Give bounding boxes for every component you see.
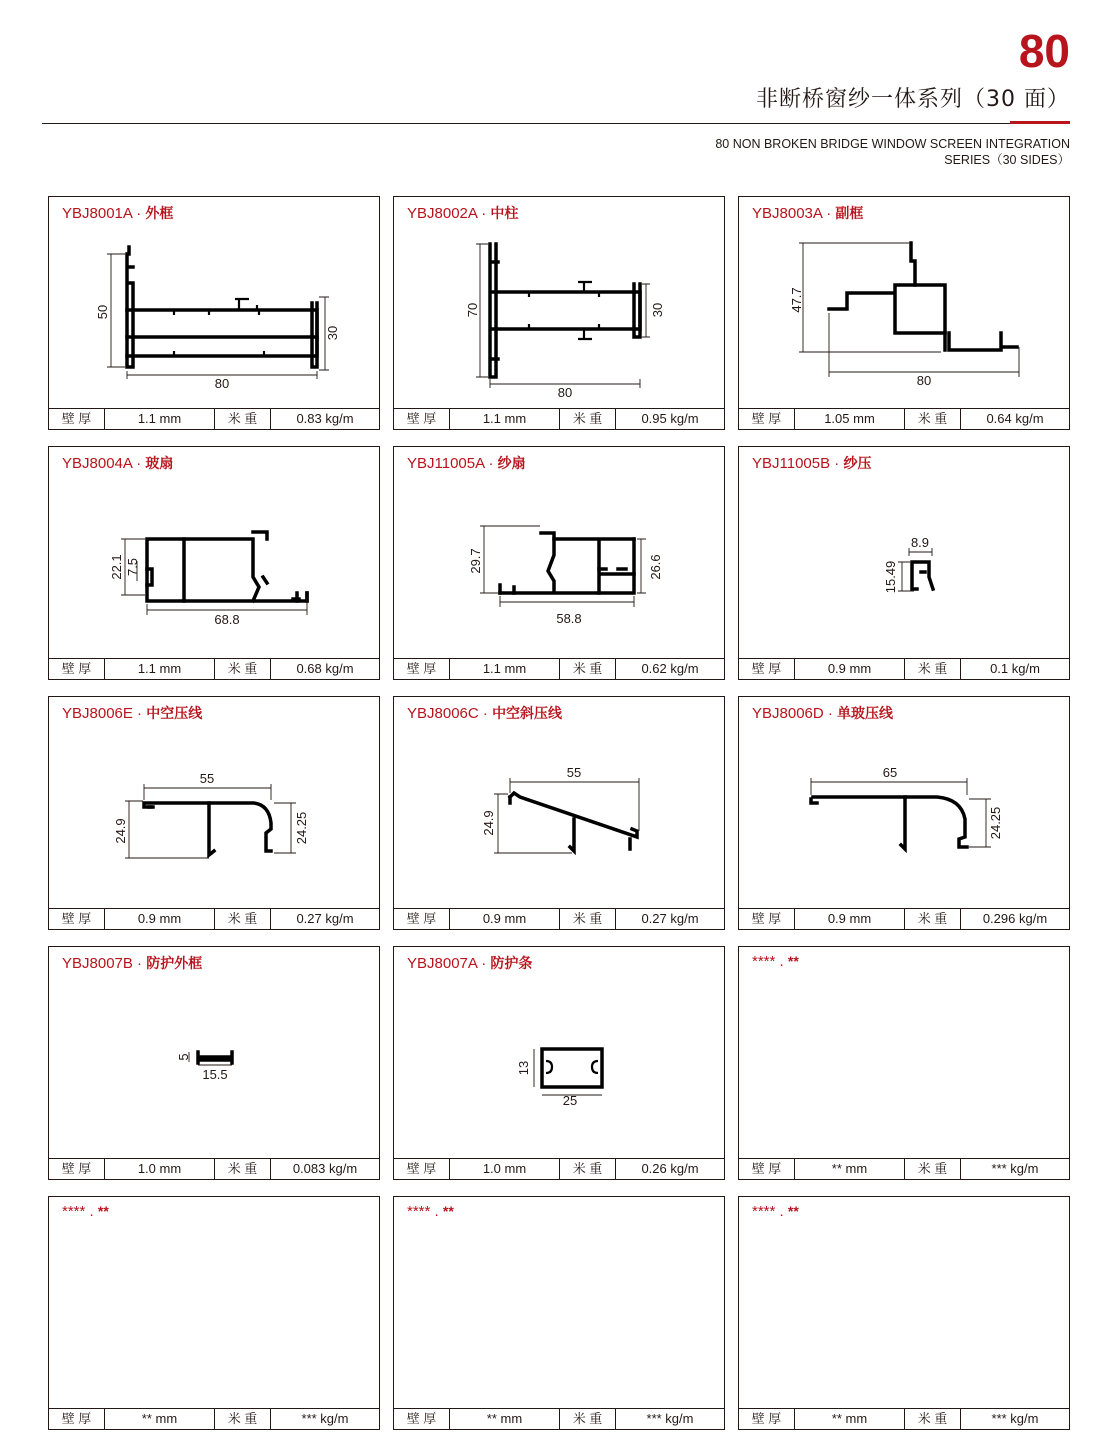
profile-card-placeholder — [48, 1196, 380, 1430]
dim-height2-label: 30 — [650, 302, 665, 318]
weight-label: 米 重 — [560, 1409, 616, 1429]
spec-row — [394, 658, 724, 679]
weight-value: 0.083 kg/m — [292, 1161, 358, 1176]
wall-value: 1.0 mm — [450, 1159, 560, 1179]
wall-label: 壁 厚 — [49, 1409, 105, 1429]
profile-name: ** — [442, 1203, 454, 1219]
wall-value: 1.1 mm — [105, 659, 215, 679]
profile-drawing — [739, 727, 1069, 905]
weight-value: *** kg/m — [991, 1411, 1039, 1426]
profile-shape — [500, 533, 634, 593]
dim-height-label: 24.25 — [988, 806, 1003, 840]
dim-height-label: 5 — [176, 1053, 191, 1061]
wall-label: 壁 厚 — [49, 409, 105, 429]
card-title: YBJ8001A · 外框 — [62, 205, 174, 222]
profile-name: 玻扇 — [145, 455, 174, 471]
profile-name: 纱扇 — [497, 455, 526, 471]
card-title: **** . ** — [62, 1203, 109, 1220]
profile-code: YBJ8006C — [407, 705, 479, 722]
weight-label: 米 重 — [905, 909, 961, 929]
profile-name: ** — [787, 953, 799, 969]
wall-value: ** mm — [795, 1409, 905, 1429]
profile-name: 单玻压线 — [837, 705, 894, 721]
series-title-en-line1: 80 NON BROKEN BRIDGE WINDOW SCREEN INTEGRATION — [715, 137, 1070, 151]
profile-code: **** — [752, 953, 776, 970]
spec-row — [739, 908, 1069, 929]
wall-label: 壁 厚 — [394, 1409, 450, 1429]
wall-label: 壁 厚 — [394, 659, 450, 679]
wall-value: 1.1 mm — [450, 659, 560, 679]
wall-label: 壁 厚 — [394, 909, 450, 929]
dim-height2-label: 24.25 — [294, 811, 309, 845]
profile-code: YBJ8006D — [752, 705, 824, 722]
profile-shape — [542, 1049, 602, 1087]
profile-drawing — [739, 477, 1069, 655]
wall-label: 壁 厚 — [394, 409, 450, 429]
card-title: **** . ** — [752, 953, 799, 970]
dim-width-label: 8.9 — [910, 535, 930, 550]
profile-name: ** — [97, 1203, 109, 1219]
profile-card-ybj8006c — [393, 696, 725, 930]
weight-label: 米 重 — [905, 409, 961, 429]
weight-value: 0.27 kg/m — [296, 911, 354, 926]
card-title: YBJ8007A · 防护条 — [407, 955, 533, 972]
profile-name: 中空斜压线 — [492, 705, 563, 721]
spec-row — [49, 408, 379, 429]
wall-value: ** mm — [105, 1409, 215, 1429]
profile-name: ** — [787, 1203, 799, 1219]
profile-code: YBJ8007B — [62, 955, 133, 972]
card-title: YBJ8002A · 中柱 — [407, 205, 519, 222]
series-number: 80 — [1018, 25, 1070, 77]
profile-shape — [198, 1052, 232, 1063]
profile-shape — [490, 244, 640, 377]
weight-value: 0.68 kg/m — [296, 661, 354, 676]
weight-label: 米 重 — [215, 409, 271, 429]
spec-row — [394, 408, 724, 429]
weight-value: 0.95 kg/m — [641, 411, 699, 426]
spec-row — [739, 1158, 1069, 1179]
series-title-en — [715, 136, 1070, 168]
wall-label: 壁 厚 — [49, 659, 105, 679]
dim-width-label: 55 — [199, 771, 215, 786]
profile-name: 中柱 — [490, 205, 519, 221]
dim-gap-label: 7.5 — [125, 557, 140, 577]
weight-value: *** kg/m — [991, 1161, 1039, 1176]
spec-row — [394, 1408, 724, 1429]
profile-name: 外框 — [145, 205, 174, 221]
spec-row — [739, 1408, 1069, 1429]
dim-width-label: 80 — [916, 373, 932, 388]
profile-card-placeholder — [393, 1196, 725, 1430]
wall-value: ** mm — [450, 1409, 560, 1429]
dim-height-label: 29.7 — [468, 548, 483, 574]
profile-card-ybj8001a — [48, 196, 380, 430]
weight-label: 米 重 — [905, 659, 961, 679]
profile-code: YBJ8007A — [407, 955, 478, 972]
profile-card-ybj11005b — [738, 446, 1070, 680]
spec-row — [394, 1158, 724, 1179]
dim-height-label: 22.1 — [109, 554, 124, 580]
series-title-cn: 非断桥窗纱一体系列（30 面） — [756, 87, 1070, 112]
profile-code: **** — [752, 1203, 776, 1220]
profile-drawing — [394, 477, 724, 655]
dim-height2-label: 26.6 — [648, 554, 663, 580]
profile-drawing — [49, 227, 379, 405]
weight-label: 米 重 — [215, 1409, 271, 1429]
profile-shape — [811, 797, 967, 849]
wall-label: 壁 厚 — [739, 1159, 795, 1179]
spec-row — [739, 408, 1069, 429]
profile-drawing — [394, 977, 724, 1155]
card-title: YBJ11005B · 纱压 — [752, 455, 872, 472]
spec-row — [739, 658, 1069, 679]
profile-card-ybj8007b — [48, 946, 380, 1180]
dim-width-label: 25 — [562, 1093, 578, 1108]
card-title: YBJ11005A · 纱扇 — [407, 455, 526, 472]
weight-label: 米 重 — [215, 909, 271, 929]
dim-width-label: 68.8 — [214, 612, 240, 627]
profile-card-ybj8006d — [738, 696, 1070, 930]
weight-value: 0.1 kg/m — [990, 661, 1040, 676]
dim-height-label: 15.49 — [883, 560, 898, 594]
profile-code: YBJ8002A — [407, 205, 478, 222]
weight-value: 0.27 kg/m — [641, 911, 699, 926]
card-title: YBJ8004A · 玻扇 — [62, 455, 174, 472]
profile-card-ybj8002a — [393, 196, 725, 430]
card-title: YBJ8007B · 防护外框 — [62, 955, 203, 972]
profile-code: **** — [407, 1203, 431, 1220]
profile-code: YBJ8001A — [62, 205, 133, 222]
profile-drawing — [394, 727, 724, 905]
profile-card-ybj8006e — [48, 696, 380, 930]
profile-shape — [144, 803, 271, 855]
weight-label: 米 重 — [905, 1409, 961, 1429]
profile-card-ybj11005a — [393, 446, 725, 680]
profile-code: **** — [62, 1203, 86, 1220]
wall-label: 壁 厚 — [49, 1159, 105, 1179]
profile-code: YBJ11005A — [407, 455, 485, 472]
card-title: **** . ** — [407, 1203, 454, 1220]
dimension-lines — [898, 548, 932, 591]
dim-width-label: 15.5 — [202, 1067, 228, 1082]
wall-label: 壁 厚 — [394, 1159, 450, 1179]
profile-drawing — [49, 977, 379, 1155]
header-divider — [42, 123, 1070, 124]
weight-label: 米 重 — [560, 1159, 616, 1179]
weight-value: 0.26 kg/m — [641, 1161, 699, 1176]
dimension-lines — [107, 254, 329, 379]
dim-width-label: 55 — [566, 765, 582, 780]
dimension-lines — [494, 778, 639, 853]
dim-height-label: 24.9 — [481, 810, 496, 836]
weight-value: *** kg/m — [301, 1411, 349, 1426]
profile-shape — [829, 243, 1017, 350]
weight-label: 米 重 — [560, 409, 616, 429]
spec-row — [394, 908, 724, 929]
profile-card-placeholder — [738, 1196, 1070, 1430]
profile-shape — [127, 247, 317, 367]
wall-value: 1.1 mm — [105, 409, 215, 429]
profile-drawing — [394, 227, 724, 405]
wall-value: 0.9 mm — [105, 909, 215, 929]
profile-code: YBJ8003A — [752, 205, 823, 222]
dim-height2-label: 30 — [325, 325, 340, 341]
wall-value: 0.9 mm — [795, 659, 905, 679]
spec-row — [49, 908, 379, 929]
wall-label: 壁 厚 — [739, 409, 795, 429]
card-title: YBJ8006E · 中空压线 — [62, 705, 203, 722]
weight-value: 0.296 kg/m — [982, 911, 1048, 926]
dim-width-label: 65 — [882, 765, 898, 780]
spec-row — [49, 1408, 379, 1429]
weight-value: 0.83 kg/m — [296, 411, 354, 426]
profile-name: 纱压 — [843, 455, 872, 471]
profile-name: 中空压线 — [146, 705, 203, 721]
spec-row — [49, 1158, 379, 1179]
dimension-lines — [121, 539, 307, 615]
spec-row — [49, 658, 379, 679]
card-title: YBJ8006C · 中空斜压线 — [407, 705, 563, 722]
header-accent-bar — [1010, 121, 1070, 124]
profile-card-ybj8007a — [393, 946, 725, 1180]
profile-code: YBJ8006E — [62, 705, 133, 722]
weight-label: 米 重 — [560, 909, 616, 929]
wall-value: 1.05 mm — [795, 409, 905, 429]
dim-height-label: 13 — [516, 1060, 531, 1076]
weight-label: 米 重 — [215, 1159, 271, 1179]
wall-label: 壁 厚 — [739, 1409, 795, 1429]
card-title: YBJ8006D · 单玻压线 — [752, 705, 894, 722]
profile-card-ybj8004a — [48, 446, 380, 680]
dim-width-label: 80 — [214, 376, 230, 391]
weight-label: 米 重 — [215, 659, 271, 679]
card-title: YBJ8003A · 副框 — [752, 205, 864, 222]
wall-value: ** mm — [795, 1159, 905, 1179]
dim-height-label: 24.9 — [113, 818, 128, 844]
wall-label: 壁 厚 — [739, 659, 795, 679]
profile-drawing — [49, 477, 379, 655]
profile-name: 副框 — [835, 205, 864, 221]
profile-card-ybj8003a — [738, 196, 1070, 430]
profile-shape — [147, 532, 307, 601]
dimension-lines — [476, 244, 650, 388]
profile-shape — [912, 562, 933, 589]
wall-value: 1.1 mm — [450, 409, 560, 429]
profile-name: 防护条 — [490, 955, 533, 971]
wall-value: 1.0 mm — [105, 1159, 215, 1179]
profile-drawing — [49, 727, 379, 905]
series-title-en-line2: SERIES（30 SIDES） — [944, 153, 1070, 167]
profile-name: 防护外框 — [146, 955, 203, 971]
dim-width-label: 80 — [557, 385, 573, 400]
weight-label: 米 重 — [560, 659, 616, 679]
wall-label: 壁 厚 — [49, 909, 105, 929]
profile-card-placeholder — [738, 946, 1070, 1180]
profile-code: YBJ11005B — [752, 455, 831, 472]
dim-width-label: 58.8 — [556, 611, 582, 626]
wall-value: 0.9 mm — [795, 909, 905, 929]
profile-shape — [510, 793, 637, 851]
weight-label: 米 重 — [905, 1159, 961, 1179]
dim-height-label: 70 — [465, 302, 480, 318]
wall-label: 壁 厚 — [739, 909, 795, 929]
weight-value: 0.64 kg/m — [986, 411, 1044, 426]
dim-height-label: 50 — [95, 304, 110, 320]
wall-value: 0.9 mm — [450, 909, 560, 929]
weight-value: *** kg/m — [646, 1411, 694, 1426]
weight-value: 0.62 kg/m — [641, 661, 699, 676]
profile-drawing — [739, 227, 1069, 405]
dim-height-label: 47.7 — [789, 287, 804, 313]
card-title: **** . ** — [752, 1203, 799, 1220]
profile-code: YBJ8004A — [62, 455, 133, 472]
